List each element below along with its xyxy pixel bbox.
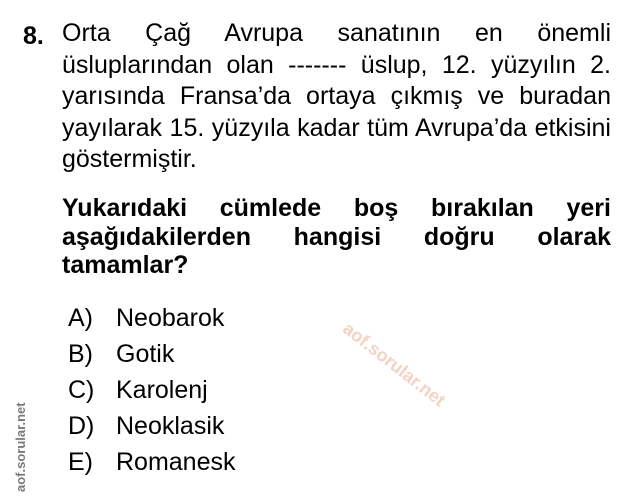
option-a[interactable] [68, 300, 236, 336]
option-d-text: Neoklasik [116, 412, 225, 440]
option-b[interactable] [68, 336, 236, 372]
option-e[interactable] [68, 444, 236, 480]
option-e-letter: E) [68, 448, 93, 476]
question-stem: Orta Çağ Avrupa sanatının en önemli üsluplarından olan ------- üslup, 12. yüzyılın 2. yarısında Fransa’da ortaya çıkmış ve buradan yayılarak 15. yüzyıla kadar tüm Avrupa’da etkisini göstermiştir. [62, 19, 611, 173]
option-a-letter: A) [68, 304, 93, 332]
option-d[interactable] [68, 408, 236, 444]
option-c-letter: C) [68, 376, 95, 404]
option-e-text: Romanesk [116, 448, 236, 476]
question-number: 8. [23, 22, 44, 50]
watermark-side: aof.sorular.net [13, 402, 28, 492]
option-a-text: Neobarok [116, 304, 225, 332]
answer-options [68, 300, 236, 480]
option-d-letter: D) [68, 412, 95, 440]
watermark-diagonal: aof.sorular.net [339, 318, 450, 411]
option-c[interactable] [68, 372, 236, 408]
option-b-text: Gotik [116, 340, 175, 368]
option-b-letter: B) [68, 340, 93, 368]
option-c-text: Karolenj [116, 376, 208, 404]
question-prompt: Yukarıdaki cümlede boş bırakılan yeri aşağıdakilerden hangisi doğru olarak tamamlar? [62, 194, 611, 279]
